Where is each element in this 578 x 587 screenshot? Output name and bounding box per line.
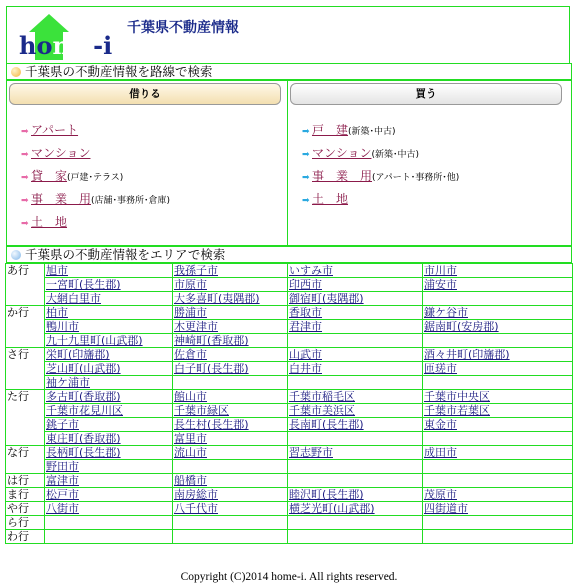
buy-tab[interactable]: 買う <box>290 83 562 105</box>
area-link[interactable]: 長南町(長生郡) <box>289 418 364 431</box>
area-cell <box>45 460 173 474</box>
area-link[interactable]: 松戸市 <box>46 488 79 501</box>
area-cell <box>45 530 173 544</box>
area-link[interactable]: 九十九里町(山武郡) <box>46 334 143 347</box>
buy-item <box>302 121 459 144</box>
area-group-label: さ行 <box>6 348 45 390</box>
area-link[interactable]: 大網白里市 <box>46 292 101 305</box>
area-link[interactable]: 船橋市 <box>174 474 207 487</box>
area-cell <box>173 460 288 474</box>
area-link[interactable]: 市原市 <box>174 278 207 291</box>
area-cell <box>423 278 573 292</box>
arrow-icon: ➡ <box>21 150 29 160</box>
area-link[interactable]: 香取市 <box>289 306 322 319</box>
area-cell <box>423 474 573 488</box>
area-link[interactable]: 茂原市 <box>424 488 457 501</box>
area-link[interactable]: 富里市 <box>174 432 207 445</box>
route-search-heading <box>6 63 572 80</box>
arrow-icon: ➡ <box>21 127 29 137</box>
buy-link[interactable]: 戸 建 <box>312 123 349 137</box>
area-cell <box>423 404 573 418</box>
area-link[interactable]: 勝浦市 <box>174 306 207 319</box>
area-cell <box>173 474 288 488</box>
logo-text-me: me <box>52 31 94 60</box>
area-cell <box>423 306 573 320</box>
area-link[interactable]: 柏市 <box>46 306 68 319</box>
area-link[interactable]: 白子町(長生郡) <box>174 362 249 375</box>
buy-item <box>302 167 459 190</box>
area-link[interactable]: 成田市 <box>424 446 457 459</box>
area-group-label: は行 <box>6 474 45 488</box>
area-link[interactable]: 御宿町(夷隅郡) <box>289 292 364 305</box>
logo-text-pre: ho <box>19 31 53 60</box>
area-cell <box>288 460 423 474</box>
area-link[interactable]: 袖ケ浦市 <box>46 376 90 389</box>
area-cell <box>173 418 288 432</box>
area-cell <box>173 362 288 376</box>
area-cell <box>45 390 173 404</box>
area-link[interactable]: 芝山町(山武郡) <box>46 362 121 375</box>
area-link[interactable]: 八街市 <box>46 502 79 515</box>
arrow-icon: ➡ <box>302 150 310 160</box>
area-cell <box>288 502 423 516</box>
area-cell <box>423 264 573 278</box>
rent-tab[interactable]: 借りる <box>9 83 281 105</box>
arrow-icon: ➡ <box>21 196 29 206</box>
area-cell <box>45 432 173 446</box>
area-link[interactable]: 大多喜町(夷隅郡) <box>174 292 260 305</box>
area-cell <box>173 516 288 530</box>
arrow-icon: ➡ <box>21 219 29 229</box>
area-row <box>6 418 573 432</box>
area-cell <box>173 320 288 334</box>
area-link[interactable]: 印西市 <box>289 278 322 291</box>
area-search-heading <box>6 246 572 263</box>
area-link[interactable]: 館山市 <box>174 390 207 403</box>
rent-link[interactable]: アパート <box>31 123 79 137</box>
buy-note: (アパート･事務所･他) <box>372 173 460 183</box>
site-header <box>6 6 570 64</box>
area-row <box>6 488 573 502</box>
area-cell <box>288 446 423 460</box>
area-cell <box>173 488 288 502</box>
area-cell <box>288 474 423 488</box>
area-row <box>6 362 573 376</box>
area-group-label: ま行 <box>6 488 45 502</box>
area-search-title: 千葉県の不動産情報をエリアで検索 <box>25 247 226 262</box>
area-cell <box>173 376 288 390</box>
area-cell <box>45 502 173 516</box>
area-cell <box>288 404 423 418</box>
buy-item <box>302 144 459 167</box>
area-link[interactable]: 白井市 <box>289 362 322 375</box>
area-link[interactable]: 木更津市 <box>174 320 218 333</box>
area-link[interactable]: 栄町(印旛郡) <box>46 348 110 361</box>
arrow-icon: ➡ <box>302 196 310 206</box>
rent-list <box>21 121 170 236</box>
area-link[interactable]: 旭市 <box>46 264 68 277</box>
arrow-icon: ➡ <box>302 127 310 137</box>
area-cell <box>288 432 423 446</box>
area-cell <box>288 264 423 278</box>
area-cell <box>173 404 288 418</box>
site-title: 千葉県不動産情報 <box>127 20 239 36</box>
area-cell <box>288 488 423 502</box>
area-row <box>6 264 573 278</box>
area-cell <box>45 376 173 390</box>
area-link[interactable]: 流山市 <box>174 446 207 459</box>
rent-item <box>21 167 170 190</box>
rent-item <box>21 144 170 167</box>
route-search-title: 千葉県の不動産情報を路線で検索 <box>25 64 213 79</box>
arrow-icon: ➡ <box>21 173 29 183</box>
area-cell <box>45 362 173 376</box>
area-cell <box>288 292 423 306</box>
area-link[interactable]: 千葉市稲毛区 <box>289 390 355 403</box>
area-link[interactable]: 鎌ケ谷市 <box>424 306 468 319</box>
area-cell <box>45 446 173 460</box>
area-row <box>6 376 573 390</box>
area-cell <box>45 334 173 348</box>
area-row <box>6 348 573 362</box>
area-link[interactable]: 野田市 <box>46 460 79 473</box>
copyright: Copyright (C)2014 home-i. All rights reserved. <box>180 571 398 583</box>
rent-item <box>21 213 170 236</box>
buy-item <box>302 190 459 213</box>
area-cell <box>288 334 423 348</box>
area-cell <box>45 306 173 320</box>
area-cell <box>288 530 423 544</box>
area-link[interactable]: 四街道市 <box>424 502 468 515</box>
area-row <box>6 474 573 488</box>
area-link[interactable]: 横芝光町(山武郡) <box>289 502 375 515</box>
area-row <box>6 334 573 348</box>
area-cell <box>45 488 173 502</box>
area-link[interactable]: 東庄町(香取郡) <box>46 432 121 445</box>
area-group-label: な行 <box>6 446 45 474</box>
rent-item <box>21 121 170 144</box>
rent-link[interactable]: 貸 家 <box>31 169 68 183</box>
area-link[interactable]: 千葉市若葉区 <box>424 404 490 417</box>
site-logo[interactable] <box>19 31 112 60</box>
area-cell <box>423 348 573 362</box>
area-link[interactable]: いすみ市 <box>289 264 333 277</box>
area-cell <box>423 292 573 306</box>
area-link[interactable]: 長柄町(長生郡) <box>46 446 121 459</box>
area-cell <box>423 516 573 530</box>
buy-link[interactable]: 事 業 用 <box>312 169 373 183</box>
area-cell <box>288 278 423 292</box>
area-link[interactable]: 君津市 <box>289 320 322 333</box>
area-cell <box>423 390 573 404</box>
area-cell <box>173 264 288 278</box>
area-row <box>6 432 573 446</box>
area-row <box>6 320 573 334</box>
area-row <box>6 516 573 530</box>
area-cell <box>423 502 573 516</box>
rent-note: (店舗･事務所･倉庫) <box>91 196 171 206</box>
area-cell <box>173 348 288 362</box>
area-cell <box>173 446 288 460</box>
area-cell <box>45 516 173 530</box>
area-cell <box>173 292 288 306</box>
rent-column <box>7 81 288 245</box>
area-table <box>5 263 573 544</box>
area-cell <box>45 348 173 362</box>
buy-note: (新築･中古) <box>348 127 396 137</box>
area-group-label: や行 <box>6 502 45 516</box>
area-cell <box>288 418 423 432</box>
area-link[interactable]: 鴨川市 <box>46 320 79 333</box>
area-link[interactable]: 習志野市 <box>289 446 333 459</box>
area-cell <box>423 362 573 376</box>
area-link[interactable]: 多古町(香取郡) <box>46 390 121 403</box>
area-cell <box>423 488 573 502</box>
area-cell <box>423 376 573 390</box>
area-link[interactable]: 富津市 <box>46 474 79 487</box>
area-cell <box>173 390 288 404</box>
area-link[interactable]: 浦安市 <box>424 278 457 291</box>
area-link[interactable]: 鋸南町(安房郡) <box>424 320 499 333</box>
area-cell <box>173 530 288 544</box>
area-cell <box>423 432 573 446</box>
area-cell <box>45 320 173 334</box>
area-cell <box>288 306 423 320</box>
area-cell <box>173 432 288 446</box>
area-link[interactable]: 一宮町(長生郡) <box>46 278 121 291</box>
area-group-label: あ行 <box>6 264 45 306</box>
area-cell <box>173 278 288 292</box>
area-cell <box>423 334 573 348</box>
rent-link[interactable]: マンション <box>31 146 91 160</box>
buy-link[interactable]: 土 地 <box>312 192 349 206</box>
area-cell <box>45 474 173 488</box>
area-cell <box>423 320 573 334</box>
area-link[interactable]: 山武市 <box>289 348 322 361</box>
area-cell <box>423 460 573 474</box>
area-cell <box>45 292 173 306</box>
area-row <box>6 460 573 474</box>
area-cell <box>288 320 423 334</box>
area-link[interactable]: 市川市 <box>424 264 457 277</box>
area-link[interactable]: 東金市 <box>424 418 457 431</box>
area-row <box>6 292 573 306</box>
area-row <box>6 502 573 516</box>
area-link[interactable]: 千葉市緑区 <box>174 404 229 417</box>
area-group-label: た行 <box>6 390 45 446</box>
area-row <box>6 446 573 460</box>
buy-link[interactable]: マンション <box>312 146 372 160</box>
rent-link[interactable]: 事 業 用 <box>31 192 92 206</box>
area-cell <box>288 390 423 404</box>
buy-list <box>302 121 459 213</box>
area-group-label: ら行 <box>6 516 45 530</box>
area-cell <box>45 404 173 418</box>
rent-item <box>21 190 170 213</box>
area-link[interactable]: 千葉市中央区 <box>424 390 490 403</box>
area-link[interactable]: 佐倉市 <box>174 348 207 361</box>
buy-column <box>288 81 568 245</box>
blue-bullet-icon <box>11 250 21 260</box>
area-cell <box>288 376 423 390</box>
area-link[interactable]: 酒々井町(印旛郡) <box>424 348 510 361</box>
area-cell <box>423 530 573 544</box>
area-cell <box>45 264 173 278</box>
area-link[interactable]: 匝瑳市 <box>424 362 457 375</box>
area-link[interactable]: 銚子市 <box>46 418 79 431</box>
area-cell <box>288 516 423 530</box>
route-search-panel <box>6 80 572 246</box>
area-row <box>6 306 573 320</box>
area-row <box>6 530 573 544</box>
area-cell <box>288 348 423 362</box>
buy-note: (新築･中古) <box>371 150 419 160</box>
rent-link[interactable]: 土 地 <box>31 215 68 229</box>
area-link[interactable]: 八千代市 <box>174 502 218 515</box>
area-link[interactable]: 千葉市美浜区 <box>289 404 355 417</box>
area-link[interactable]: 我孫子市 <box>174 264 218 277</box>
logo-text-post: -i <box>93 31 113 60</box>
area-cell <box>45 418 173 432</box>
area-cell <box>173 502 288 516</box>
area-cell <box>173 334 288 348</box>
area-link[interactable]: 神崎町(香取郡) <box>174 334 249 347</box>
area-cell <box>423 418 573 432</box>
area-row <box>6 404 573 418</box>
area-group-label: か行 <box>6 306 45 348</box>
area-row <box>6 278 573 292</box>
area-cell <box>45 278 173 292</box>
arrow-icon: ➡ <box>302 173 310 183</box>
area-group-label: わ行 <box>6 530 45 544</box>
orange-bullet-icon <box>11 67 21 77</box>
area-cell <box>288 362 423 376</box>
rent-note: (戸建･テラス) <box>67 173 124 183</box>
area-link[interactable]: 睦沢町(長生郡) <box>289 488 364 501</box>
area-cell <box>173 306 288 320</box>
area-cell <box>423 446 573 460</box>
area-link[interactable]: 千葉市花見川区 <box>46 404 123 417</box>
area-row <box>6 390 573 404</box>
area-link[interactable]: 長生村(長生郡) <box>174 418 249 431</box>
area-link[interactable]: 南房総市 <box>174 488 218 501</box>
